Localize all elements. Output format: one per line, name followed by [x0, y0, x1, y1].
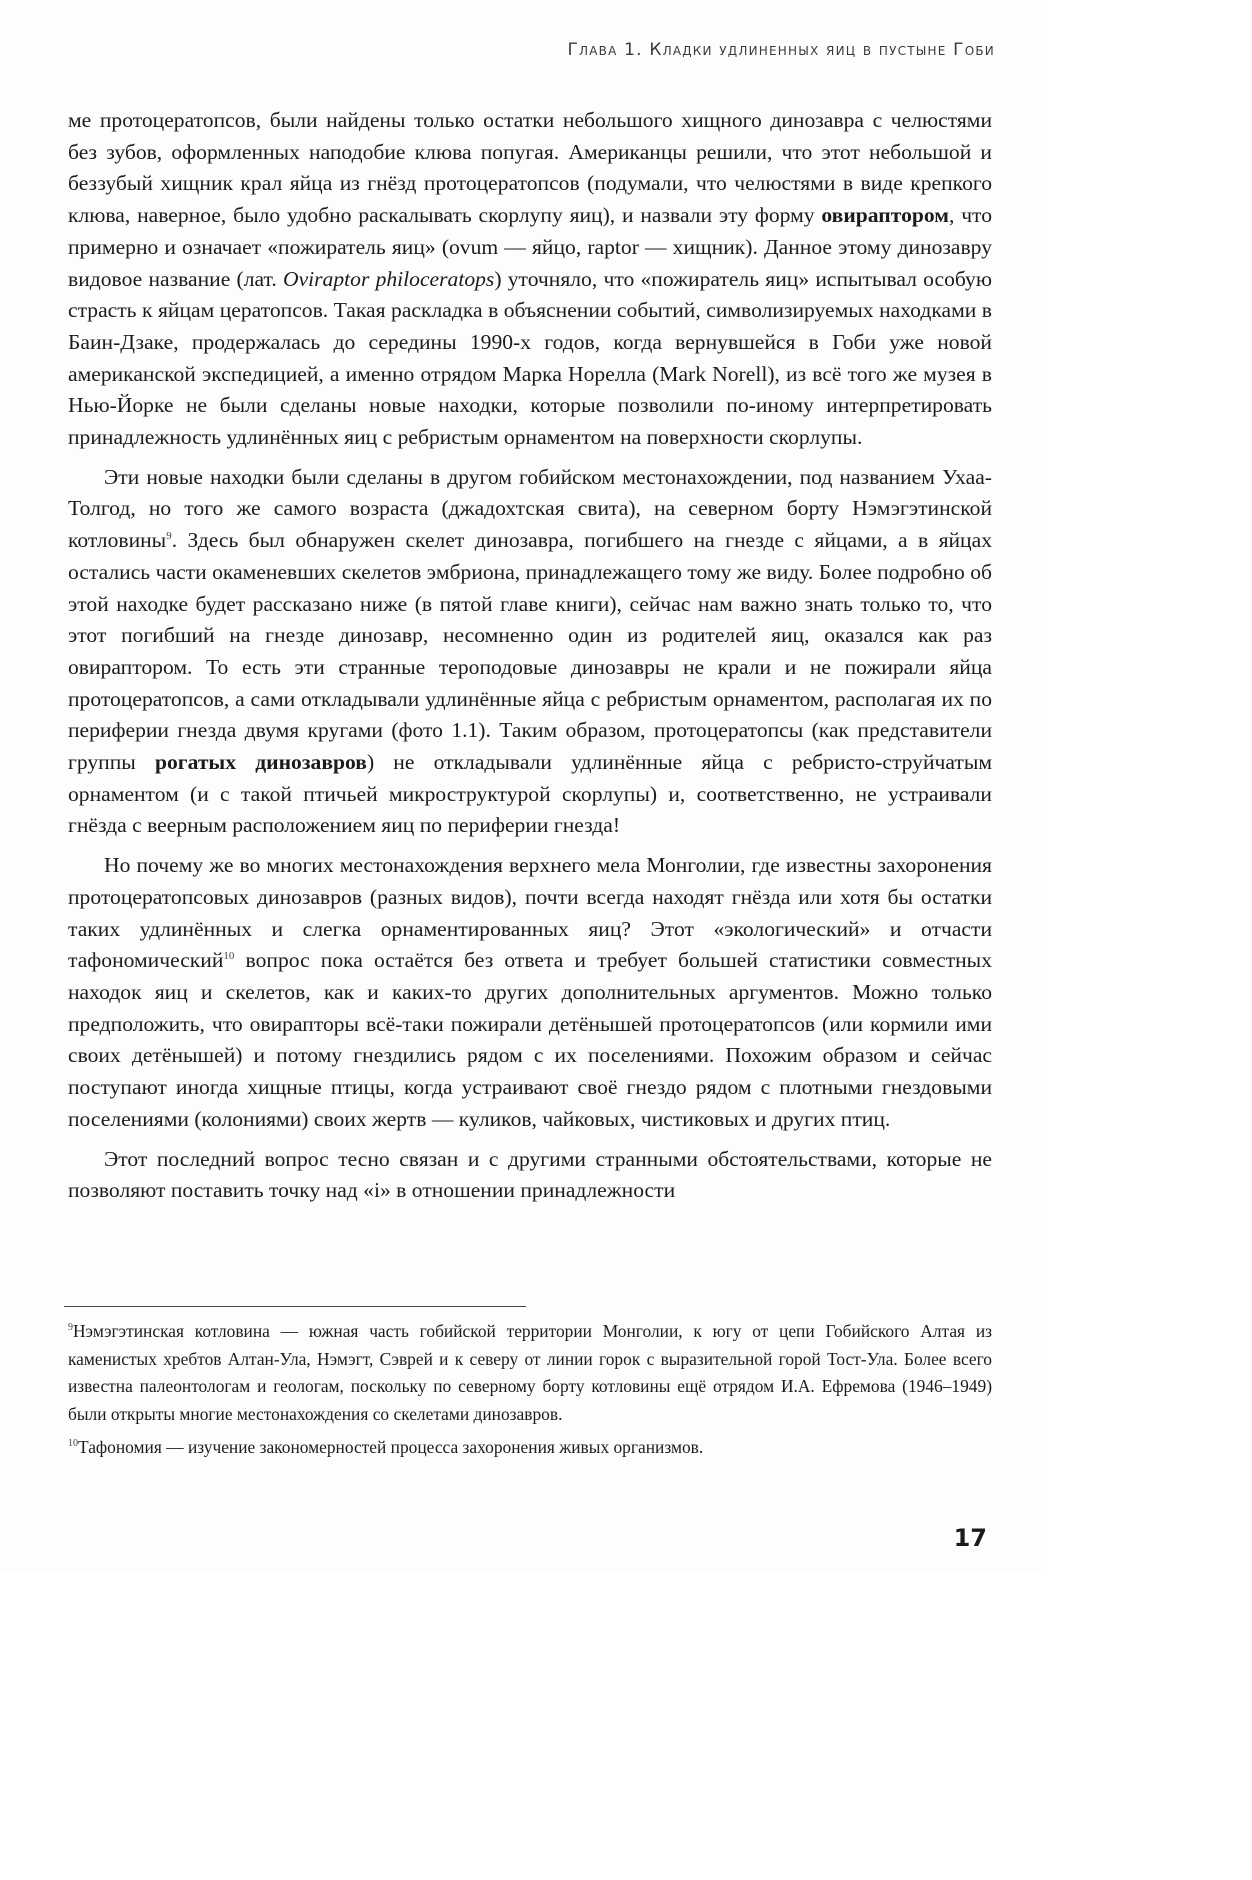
p2-text-a: Эти новые находки были сделаны в другом гобийском местонахождении, под названием Ухаа-Толгод, но того же самого возраста (джадохтская свита), на северном борту Нэмэгэтинской котловины — [68, 464, 992, 553]
latin-species-name: Oviraptor philoceratops — [282, 266, 495, 291]
footnote-text: Нэмэгэтинская котловина — южная часть гобийской территории Монголии, к югу от цепи Гобийского Алтая из каменистых хребтов Алтан-Ула, Нэмэгт, Сэврей и к северу от линии горок с выразительной горой Тост-Ула. Более всего известна палеонтологам и геологам, поскольку по северному борту котловины ещё отрядом И.А. Ефремова (1946–1949) были открыты многие местонахождения со скелетами динозавров. — [68, 1321, 992, 1424]
running-head: Глава 1. Кладки удлиненных яиц в пустыне Гоби — [567, 40, 995, 60]
footnote-divider — [64, 1306, 526, 1307]
term-horned-dinosaurs: рогатых динозавров — [154, 750, 367, 775]
footnote-mark: 10 — [68, 1438, 78, 1450]
footnote-mark: 9 — [68, 1322, 73, 1333]
footnote-10 — [68, 1434, 992, 1462]
main-text — [68, 105, 992, 1207]
footnote-9 — [68, 1318, 992, 1428]
p1-text-b: , что примерно и означает «пожиратель яиц» (ovum — яйцо, raptor — хищник). Данное этому динозавру видовое название (лат. — [68, 203, 992, 291]
p2-text-c: ) не откладывали удлинённые яйца с ребристо-струйчатым орнаментом (и с такой птичьей микроструктурой скорлупы) и, соответственно, не устраивали гнёзда с веерным расположением яиц по периферии гнезда! — [68, 750, 993, 838]
paragraph-4 — [68, 1144, 992, 1207]
paragraph-2 — [68, 462, 992, 842]
paragraph-1 — [68, 105, 992, 454]
term-oviraptor: овираптором — [821, 203, 949, 228]
footnote-ref-10[interactable]: 10 — [223, 950, 235, 963]
footnotes — [68, 1318, 992, 1462]
p4-text-a: Этот последний вопрос тесно связан и с другими странными обстоятельствами, которые не позволяют поставить точку над «i» в отношении принадлежности — [68, 1146, 992, 1203]
p1-text-c: ) уточняло, что «пожиратель яиц» испытывал особую страсть к яйцам цератопсов. Такая раскладка в объяснении событий, символизируемых находками в Баин-Дзаке, продержалась до середины 1990-х годов, когда вернувшейся в Гоби уже новой американской экспедицией, а именно отрядом Марка Норелла (Mark Norell), из всё того же музея в Нью-Йорке не были сделаны новые находки, которые позволили по-иному интерпретировать принадлежность удлинённых яиц с ребристым орнаментом на поверхности скорлупы. — [68, 266, 992, 450]
footnote-text: Тафономия — изучение закономерностей процесса захоронения живых организмов. — [78, 1437, 704, 1458]
paragraph-3 — [68, 850, 992, 1135]
p1-text-a: ме протоцератопсов, были найдены только остатки небольшого хищного динозавра с челюстями без зубов, оформленных наподобие клюва попугая. Американцы решили, что этот небольшой и беззубый хищник крал яйца из гнёзд протоцератопсов (подумали, что челюстями в виде крепкого клюва, наверное, было удобно раскалывать скорлупу яиц), и назвали эту форму — [68, 108, 992, 228]
page-number: 17 — [953, 1524, 987, 1552]
p3-text-b: вопрос пока остаётся без ответа и требует большей статистики совместных находок яиц и скелетов, как и каких-то других дополнительных аргументов. Можно только предположить, что овирапторы всё-таки пожирали детёнышей протоцератопсов (или кормили ими своих детёнышей) и потому гнездились рядом с их поселениями. Похожим образом и сейчас поступают иногда хищные птицы, когда устраивают своё гнездо рядом с плотными гнездовыми поселениями (колониями) своих жертв — куликов, чайковых, чистиковых и других птиц. — [68, 948, 992, 1131]
footnote-ref-9[interactable]: 9 — [166, 530, 172, 543]
p2-text-b: . Здесь был обнаружен скелет динозавра, погибшего на гнезде с яйцами, а в яйцах остались части окаменевших скелетов эмбриона, принадлежащего тому же виду. Более подробно об этой находке будет рассказано ниже (в пятой главе книги), сейчас нам важно знать только то, что этот погибший на гнезде динозавр, несомненно один из родителей яиц, оказался как раз овираптором. То есть эти странные тероподовые динозавры не крали и не пожирали яйца протоцератопсов, а сами откладывали удлинённые яйца с ребристым орнаментом, располагая их по периферии гнезда двумя кругами (фото 1.1). Таким образом, протоцератопсы (как представители группы — [68, 528, 992, 775]
p3-text-a: Но почему же во многих местонахождения верхнего мела Монголии, где известны захоронения протоцератопсовых динозавров (разных видов), почти всегда находят гнёзда или хотя бы остатки таких удлинённых и слегка орнаментированных яиц? Этот «экологический» и отчасти тафономический — [68, 853, 992, 973]
